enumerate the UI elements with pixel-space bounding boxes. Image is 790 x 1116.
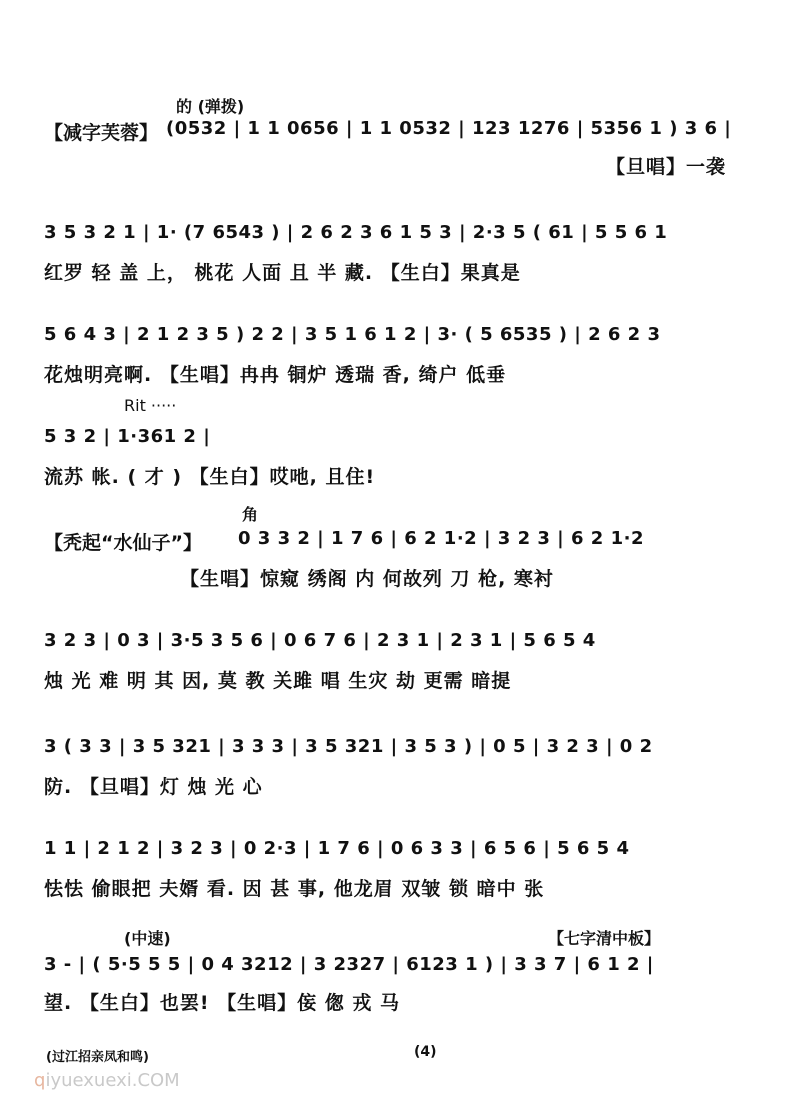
section-label: 【秃起“水仙子”】 — [44, 532, 202, 554]
notation-line: 5 3 2 | 1·361 2 | — [44, 426, 211, 447]
notation-line: 3 - | ( 5·5 5 5 | 0 4 3212 | 3 2327 | 6123 1 ) | 3 3 7 | 6 1 2 | — [44, 954, 654, 975]
lyrics-line: 望. 【生白】也罢! 【生唱】侫 偬 戎 马 — [44, 992, 400, 1014]
annotation-qingzhongban: 【七字清中板】 — [548, 929, 661, 948]
lyrics-line: 【旦唱】一袭 — [606, 156, 727, 178]
annotation-tempo: (中速) — [124, 929, 171, 948]
watermark-text: iyuexuexi.COM — [45, 1070, 180, 1091]
lyrics-line: 怯怯 偷眼把 夫婿 看. 因 甚 事, 他龙眉 双皱 锁 暗中 张 — [44, 878, 545, 900]
notation-line: 3 2 3 | 0 3 | 3·5 3 5 6 | 0 6 7 6 | 2 3 1 | 2 3 1 | 5 6 5 4 — [44, 630, 596, 651]
notation-line: 3 ( 3 3 | 3 5 321 | 3 3 3 | 3 5 321 | 3 5 3 ) | 0 5 | 3 2 3 | 0 2 — [44, 736, 653, 757]
notation-line: (0532 | 1 1 0656 | 1 1 0532 | 123 1276 | 5356 1 ) 3 6 | — [166, 118, 732, 139]
notation-line: 5 6 4 3 | 2 1 2 3 5 ) 2 2 | 3 5 1 6 1 2 | 3· ( 5 6535 ) | 2 6 2 3 — [44, 324, 661, 345]
annotation-rit: Rit ····· — [124, 396, 177, 415]
section-label: 【减字芙蓉】 — [44, 122, 159, 144]
lyrics-line: 流苏 帐. ( 才 ) 【生白】哎吔, 且住! — [44, 466, 376, 488]
page-number: (4) — [414, 1044, 437, 1060]
notation-line: 0 3 3 2 | 1 7 6 | 6 2 1·2 | 3 2 3 | 6 2 1·2 — [238, 528, 644, 549]
lyrics-line: 烛 光 难 明 其 因, 莫 教 关雎 唱 生灾 劫 更需 暗提 — [44, 670, 512, 692]
lyrics-line: 【生唱】惊窥 绣阁 内 何故列 刀 枪, 寒衬 — [180, 568, 554, 590]
notation-line: 3 5 3 2 1 | 1· (7 6543 ) | 2 6 2 3 6 1 5 3 | 2·3 5 ( 61 | 5 5 6 1 — [44, 222, 668, 243]
lyrics-line: 花烛明亮啊. 【生唱】冉冉 铜炉 透瑞 香, 绮户 低垂 — [44, 364, 507, 386]
annotation-tanbo: 的 (弹拨) — [176, 97, 245, 116]
watermark — [34, 1070, 180, 1091]
annotation-jiao: 角 — [242, 505, 259, 524]
lyrics-line: 防. 【旦唱】灯 烛 光 心 — [44, 776, 263, 798]
footer-title: (过江招亲凤和鸣) — [46, 1050, 149, 1065]
lyrics-line: 红罗 轻 盖 上， 桃花 人面 且 半 藏. 【生白】果真是 — [44, 262, 521, 284]
watermark-q: q — [34, 1070, 46, 1091]
notation-line: 1 1 | 2 1 2 | 3 2 3 | 0 2·3 | 1 7 6 | 0 6 3 3 | 6 5 6 | 5 6 5 4 — [44, 838, 630, 859]
